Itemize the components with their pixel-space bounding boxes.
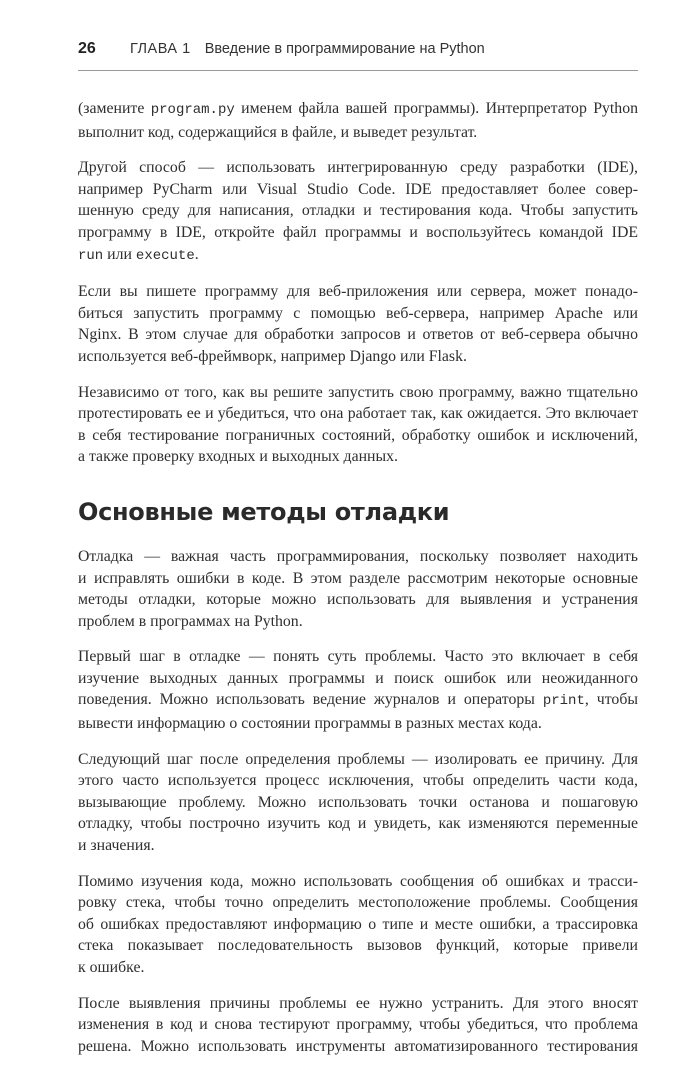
chapter-title: Введение в программирование на Python: [204, 41, 485, 57]
inline-code: run: [78, 247, 104, 264]
text-line: [78, 546, 638, 568]
text-run: и исправлять ошибки в коде. В этом разделе рассмотрим некоторые основные: [78, 569, 638, 587]
chapter-label: ГЛАВА 1: [130, 41, 191, 57]
text-run: например PyCharm или Visual Studio Code. IDE предоставляет более совер-: [78, 180, 638, 198]
text-run: Если вы пишете программу для веб-приложения или сервера, может понадо-: [78, 283, 638, 301]
paragraph: [78, 281, 638, 367]
text-line: [78, 425, 638, 447]
paragraph: [78, 871, 638, 979]
text-run: Отладка — важная часть программирования, поскольку позволяет находить: [78, 547, 638, 565]
book-page: [78, 0, 639, 1055]
text-line: [78, 324, 638, 346]
text-line: [78, 346, 638, 368]
section-heading: Основные методы отладки: [78, 497, 450, 526]
text-line: [78, 792, 638, 814]
text-run: методы отладки, которые можно использовать для выявления и устранения: [78, 591, 638, 609]
text-run: отладку, чтобы построчно изучить код и увидеть, как изменяются переменные: [78, 815, 638, 833]
paragraph: [78, 993, 638, 1058]
text-line: [78, 835, 638, 857]
text-line: [78, 222, 638, 244]
intro-paragraphs: [78, 98, 638, 468]
text-line: [78, 403, 638, 425]
section-paragraphs: [78, 546, 638, 1057]
text-run: решена. Можно использовать инструменты автоматизированного тестирования: [78, 1037, 638, 1055]
text-line: [78, 689, 638, 713]
text-run: Следующий шаг после определения проблемы — изолировать ее причину. Для: [78, 750, 638, 768]
text-run: биться запустить программу с помощью веб-сервера, например Apache или: [78, 304, 638, 322]
text-run: изучение выходных данных программы и поиск ошибок или неожиданного: [78, 669, 638, 687]
paragraph: [78, 749, 638, 857]
text-line: [78, 1036, 638, 1058]
text-run: вывести информацию о состоянии программы в разных местах кода.: [78, 715, 542, 733]
paragraph: [78, 646, 638, 734]
text-run: в себя тестирование пограничных состояний, обработку ошибок и исключений,: [78, 426, 638, 444]
text-run: изменения в код и снова тестируют программу, чтобы убедиться, что проблема: [78, 1016, 638, 1034]
text-run: об ошибках предоставляют информацию о типе и месте ошибки, а трассировка: [78, 915, 638, 933]
paragraph: [78, 546, 638, 632]
inline-code: program.py: [150, 102, 235, 118]
text-line: [78, 122, 638, 144]
text-run: а также проверку входных и выходных данных.: [78, 448, 398, 466]
text-run: ровку стека, чтобы точно определить местоположение проблемы. Сообщения: [78, 894, 638, 912]
text-line: [78, 303, 638, 325]
text-run: к ошибке.: [78, 959, 145, 976]
text-run: программу в IDE, откройте файл программы и воспользуйтесь командой IDE: [78, 223, 638, 241]
paragraph: [78, 157, 638, 267]
text-line: [78, 935, 638, 957]
text-line: [78, 446, 638, 468]
text-line: [78, 871, 638, 893]
text-run: Первый шаг в отладке — понять суть проблемы. Часто это включает в себя: [78, 648, 638, 666]
text-run: Независимо от того, как вы решите запустить свою программу, важно тщательно: [78, 383, 638, 401]
text-line: [78, 914, 638, 936]
text-line: [78, 770, 638, 792]
header-divider: [78, 70, 638, 71]
text-line: [78, 179, 638, 201]
paragraph: [78, 98, 638, 143]
text-run: вызывающие проблему. Можно использовать точки останова и пошаговую: [78, 793, 638, 811]
text-run: стека показывает последовательность вызовов функций, которые привели: [78, 937, 638, 955]
text-line: [78, 1014, 638, 1036]
text-run: и значения.: [78, 837, 155, 855]
paragraph: [78, 382, 638, 468]
text-run: Другой способ — использовать интегрированную среду разработки (IDE),: [78, 159, 638, 177]
text-run: проблем в программах на Python.: [78, 612, 303, 630]
text-run: Помимо изучения кода, можно использовать сообщения об ошибках и трасси-: [78, 872, 638, 890]
inline-code: execute: [135, 247, 195, 264]
text-run: Nginx. В этом случае для обработки запросов и ответов от веб-сервера обычно: [78, 326, 638, 344]
text-line: [78, 244, 638, 268]
text-run: (замените: [78, 100, 151, 117]
text-run: используется веб-фреймворк, например Django или Flask.: [78, 347, 467, 365]
text-line: [78, 157, 638, 179]
text-line: [78, 281, 638, 303]
text-line: [78, 957, 638, 979]
text-run: шенную среду для написания, отладки и тестирования кода. Чтобы запустить: [78, 202, 638, 220]
text-line: [78, 382, 638, 404]
body-text: [78, 98, 638, 1071]
text-line: [78, 993, 638, 1015]
text-line: [78, 749, 638, 771]
text-line: [78, 892, 638, 914]
text-run: или: [103, 245, 136, 263]
text-line: [78, 200, 638, 222]
text-line: [78, 713, 638, 735]
text-run: протестировать ее и убедиться, что она работает так, как ожидается. Это включает: [78, 405, 638, 423]
text-line: [78, 589, 638, 611]
inline-code: print: [542, 693, 585, 710]
text-line: [78, 98, 638, 122]
text-run: , чтобы: [584, 691, 638, 709]
text-line: [78, 646, 638, 668]
text-run: .: [194, 245, 199, 263]
text-run: выполнит код, содержащийся в файле, и выведет результат.: [78, 123, 478, 141]
text-run: этого часто используется процесс исключения, чтобы определить части кода,: [78, 772, 638, 790]
text-line: [78, 611, 638, 633]
page-number: 26: [78, 40, 96, 57]
text-line: [78, 668, 638, 690]
text-run: После выявления причины проблемы ее нужно устранить. Для этого вносят: [78, 994, 638, 1012]
text-run: поведения. Можно использовать ведение журналов и операторы: [78, 691, 543, 709]
text-run: именем файла вашей программы). Интерпретатор Python: [234, 100, 639, 117]
running-head: [78, 40, 638, 64]
text-line: [78, 568, 638, 590]
text-line: [78, 813, 638, 835]
